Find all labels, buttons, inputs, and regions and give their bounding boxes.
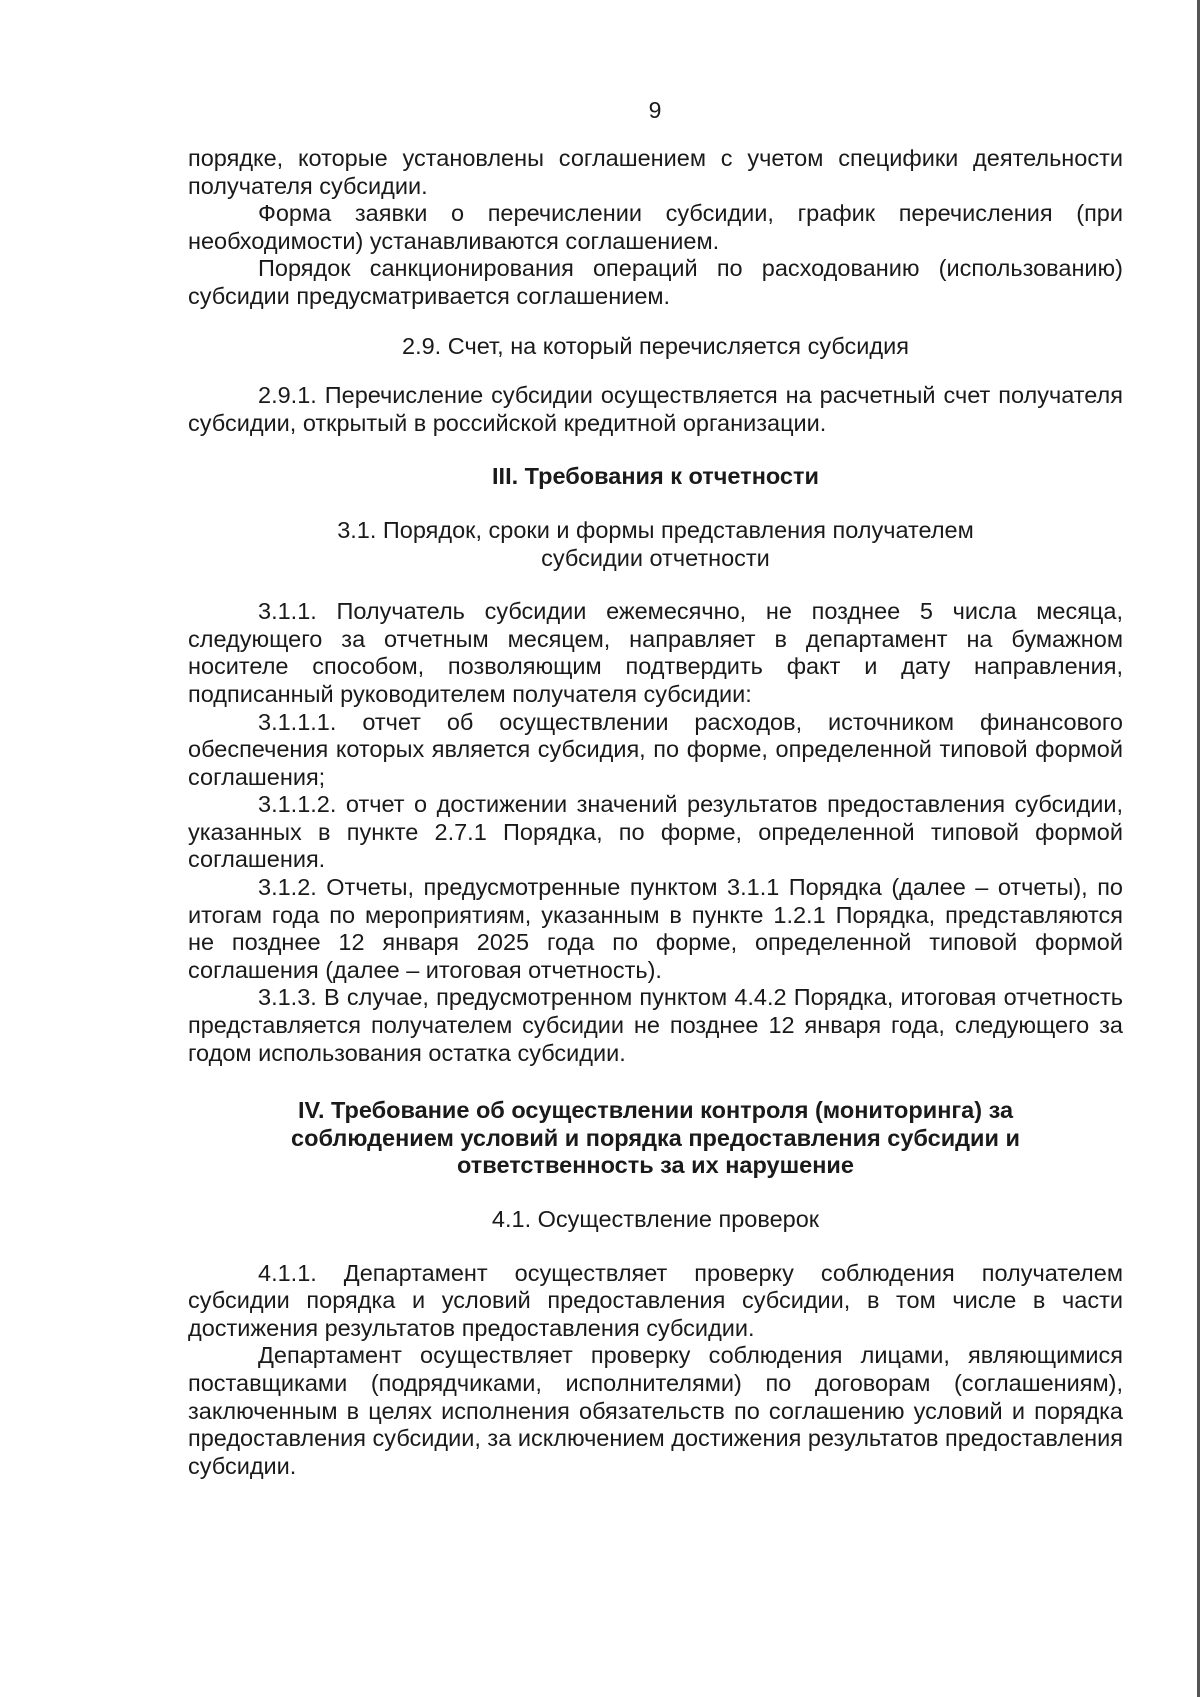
paragraph-application-form: Форма заявки о перечислении субсидии, график перечисления (при необходимости) устанавливаются соглашением. [188, 200, 1123, 254]
paragraph-3-1-1-1: 3.1.1.1. отчет об осуществлении расходов, источником финансового обеспечения которых является субсидия, по форме, определенной типовой формой соглашения; [188, 708, 1123, 790]
paragraph-4-1-1-contractors: Департамент осуществляет проверку соблюдения лицами, являющимися поставщиками (подрядчиками, исполнителями) по договорам (соглашениям), заключенным в целях исполнения обязательств по соглашению условий и порядка предоставления субсидии, за исключением достижения результатов предоставления субсидии. [188, 1342, 1123, 1479]
section-heading-IV-line3: ответственность за их нарушение [457, 1152, 854, 1179]
paragraph-continuation: порядке, которые установлены соглашением с учетом специфики деятельности получателя субсидии. [188, 145, 1123, 199]
document-body [188, 145, 1123, 1480]
heading-2-9: 2.9. Счет, на который перечисляется субсидия [402, 332, 909, 359]
section-heading-IV-line2: соблюдением условий и порядка предоставления субсидии и [291, 1124, 1020, 1151]
section-heading-IV-line1: IV. Требование об осуществлении контроля (мониторинга) за [297, 1097, 1014, 1124]
heading-3-1-line2: субсидии отчетности [541, 544, 770, 571]
paragraph-2-9-1: 2.9.1. Перечисление субсидии осуществляется на расчетный счет получателя субсидии, открытый в российской кредитной организации. [188, 382, 1123, 436]
section-heading-III: III. Требования к отчетности [492, 463, 819, 490]
paragraph-authorization-procedure: Порядок санкционирования операций по расходованию (использованию) субсидии предусматривается соглашением. [188, 255, 1123, 309]
page-number: 9 [648, 97, 662, 123]
paragraph-3-1-3: 3.1.3. В случае, предусмотренном пунктом 4.4.2 Порядка, итоговая отчетность представляется получателем субсидии не позднее 12 января года, следующего за годом использования остатка субсидии. [188, 984, 1123, 1066]
paragraph-4-1-1: 4.1.1. Департамент осуществляет проверку соблюдения получателем субсидии порядка и условий предоставления субсидии, в том числе в части достижения результатов предоставления субсидии. [188, 1259, 1123, 1341]
heading-4-1: 4.1. Осуществление проверок [491, 1206, 820, 1232]
paragraph-3-1-2: 3.1.2. Отчеты, предусмотренные пунктом 3.1.1 Порядка (далее – отчеты), по итогам года по мероприятиям, указанным в пункте 1.2.1 Порядка, представляются не позднее 12 января 2025 года по форме, определенной типовой формой соглашения (далее – итоговая отчетность). [188, 874, 1123, 983]
paragraph-3-1-1: 3.1.1. Получатель субсидии ежемесячно, не позднее 5 числа месяца, следующего за отчетным месяцем, направляет в департамент на бумажном носителе способом, позволяющим подтвердить факт и дату направления, подписанный руководителем получателя субсидии: [188, 598, 1123, 707]
paragraph-3-1-1-2: 3.1.1.2. отчет о достижении значений результатов предоставления субсидии, указанных в пункте 2.7.1 Порядка, по форме, определенной типовой формой соглашения. [188, 791, 1123, 873]
heading-3-1-line1: 3.1. Порядок, сроки и формы представления получателем [337, 516, 974, 543]
